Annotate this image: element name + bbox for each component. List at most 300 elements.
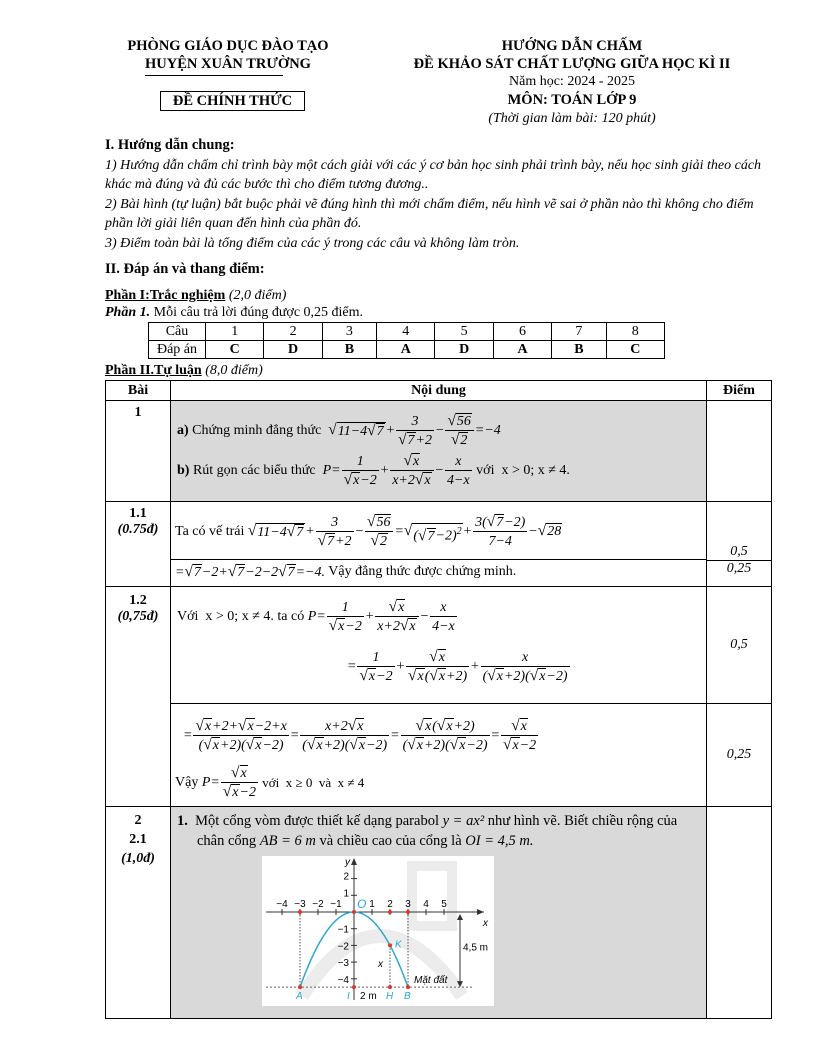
math-text: 7: [376, 424, 384, 440]
math-text: 7: [287, 564, 295, 580]
math-text: (: [413, 528, 419, 544]
fraction: [473, 514, 527, 550]
answer-cell: C: [206, 341, 264, 359]
official-badge: ĐỀ CHÍNH THỨC: [160, 91, 305, 111]
radicand: [287, 564, 296, 581]
math-text: −2+: [201, 564, 228, 580]
math-text: =: [390, 728, 400, 744]
radicand: [438, 668, 446, 685]
radicand: [546, 523, 562, 540]
point-h-label: H: [386, 991, 394, 1003]
fraction: [481, 649, 570, 685]
sqrt-symbol: [415, 472, 432, 489]
math-text: x: [204, 719, 212, 734]
answer-cell: B: [322, 341, 376, 359]
math-text: −2: [360, 473, 377, 488]
math-text: +2: [415, 433, 432, 448]
duration: (Thời gian làm bài: 120 phút): [488, 111, 656, 126]
quiz-answer-row: [149, 341, 665, 359]
answer-cell: D: [264, 341, 322, 359]
math-text: −: [528, 524, 538, 540]
math-text: +: [395, 659, 406, 675]
sqrt-symbol: [278, 564, 295, 581]
essay-header-row: [106, 381, 772, 401]
radicand: [408, 618, 416, 635]
math-text: (: [302, 738, 307, 753]
question-2-text: [177, 811, 699, 851]
sqrt-symbol: [203, 737, 220, 754]
math-text: −2): [504, 515, 526, 530]
x-tick-label: −4: [276, 899, 288, 910]
x-tick-label: −3: [294, 899, 306, 910]
point-b-label: B: [404, 991, 411, 1003]
math-text: (: [432, 719, 437, 734]
denominator: [430, 617, 457, 635]
part1-note-label: Phần 1.: [105, 305, 151, 320]
formula-1b: [323, 453, 473, 489]
math-text: x: [412, 454, 420, 469]
part-b-text: Rút gọn các biểu thức: [189, 463, 320, 478]
radicand: [520, 718, 528, 735]
radicand: [495, 514, 504, 531]
radical-sign: √: [486, 513, 496, 530]
math-text: x: [368, 669, 376, 684]
math-text: −: [434, 423, 445, 439]
math-text: x: [438, 669, 446, 684]
radical-sign: √: [408, 667, 417, 684]
numerator: [365, 514, 393, 532]
math-text: 28: [547, 524, 562, 540]
math-text: 11−4: [337, 424, 368, 440]
math-text: +: [305, 524, 315, 540]
radicand: [423, 472, 431, 489]
denominator: [327, 617, 364, 635]
radical-sign: √: [367, 513, 376, 530]
fraction: [357, 649, 394, 685]
sqrt-symbol: [195, 718, 212, 735]
radical-sign: √: [286, 523, 296, 541]
sqrt-symbol: [318, 533, 335, 550]
fraction: [342, 453, 379, 489]
math-text: 7: [427, 528, 435, 544]
radical-sign: √: [343, 471, 353, 488]
radicand: [337, 422, 386, 440]
radicand: [295, 524, 304, 541]
radical-sign: √: [317, 532, 327, 549]
math-text: x: [446, 719, 453, 734]
point-i-label: I: [347, 991, 350, 1003]
radicand: [416, 737, 424, 754]
formula-1-1-line1: [248, 514, 562, 550]
radical-sign: √: [529, 667, 539, 684]
radicand: [412, 453, 420, 470]
radicand: [459, 432, 468, 449]
numerator: [193, 718, 288, 736]
answer-cell: A: [493, 341, 551, 359]
radical-sign: √: [247, 522, 257, 540]
radical-sign: √: [306, 736, 316, 753]
math-text: x: [417, 669, 424, 684]
math-text: +: [385, 423, 396, 439]
math-text: x: [357, 719, 364, 734]
points-cell: [707, 807, 772, 1019]
radicand: [511, 737, 519, 754]
sqrt-symbol: [223, 784, 240, 801]
math-text: 7: [407, 433, 415, 448]
sqrt-symbol: [246, 737, 263, 754]
radical-sign: √: [447, 412, 456, 429]
question-1-content: [171, 401, 707, 502]
math-text: x: [338, 619, 345, 634]
math-text: x: [424, 473, 431, 488]
radicand: [397, 599, 405, 616]
radical-sign: √: [403, 522, 413, 540]
y-tick-label: −2: [337, 941, 349, 953]
text: Một cổng vòm được thiết kế dạng parabol: [187, 813, 443, 829]
math-text: x: [353, 473, 360, 488]
math-text: 56: [456, 414, 471, 429]
x-tick-label: 5: [441, 899, 447, 910]
math-text: −2+x: [254, 719, 287, 734]
radical-sign: √: [537, 522, 547, 540]
numerator: [300, 718, 389, 736]
ground-label: Mặt đất: [414, 975, 448, 987]
radical-sign: √: [231, 764, 240, 781]
sqrt-symbol: [503, 737, 520, 754]
condition: với x ≥ 0 và x ≠ 4: [258, 775, 365, 790]
question-cell: 8: [606, 323, 664, 341]
question-cell: 1: [206, 323, 264, 341]
radicand: [456, 413, 472, 430]
answers-heading: II. Đáp án và thang điểm:: [105, 261, 265, 277]
sqrt-symbol: [359, 668, 376, 685]
math-text: +2): [453, 719, 475, 734]
math-text: 2: [379, 534, 387, 549]
radical-sign: √: [278, 562, 287, 580]
question-cell: 4: [377, 323, 435, 341]
math-text: 2: [460, 433, 468, 448]
radical-sign: √: [403, 452, 412, 469]
formula-1-2-line1: [308, 599, 458, 635]
radicand: [375, 514, 391, 531]
solution-label: [106, 502, 171, 587]
math-text: x: [240, 766, 247, 781]
math-text: P=: [322, 463, 341, 479]
part1-heading: [105, 288, 286, 304]
math-text: +2)(: [220, 738, 246, 753]
sqrt-symbol: [328, 422, 385, 440]
math-text: 1: [372, 650, 380, 665]
points-value: 0,25: [726, 747, 752, 762]
radicand: [376, 423, 385, 440]
sqrt-symbol: [418, 528, 435, 545]
row-label: Câu: [149, 323, 206, 341]
math-text: P=: [201, 775, 220, 791]
numerator: [390, 453, 433, 471]
solution-number: 1.1: [129, 506, 147, 521]
part2-heading: [105, 363, 263, 379]
fraction: [501, 718, 538, 754]
sqrt-symbol: [389, 599, 406, 616]
math-text: −2): [546, 669, 568, 684]
point-marker: [406, 985, 410, 989]
formula-oi: OI = 4,5 m.: [465, 833, 534, 849]
formula-1-2-result: [202, 765, 259, 801]
fraction: [445, 453, 472, 489]
denominator: [316, 532, 354, 550]
sqrt-symbol: [400, 618, 417, 635]
point-marker: [352, 910, 356, 914]
radical-sign: √: [245, 736, 255, 753]
solution-score: (1,0đ): [121, 851, 155, 866]
guide-title: HƯỚNG DẪN CHẤM: [501, 38, 643, 54]
point-marker: [406, 910, 410, 914]
fraction: [327, 599, 364, 635]
radical-sign: √: [359, 667, 368, 684]
sqrt-symbol: [184, 564, 201, 581]
radicand: [445, 718, 453, 735]
math-text: +2)(: [503, 669, 530, 684]
radicand: [496, 668, 504, 685]
answer-cell: C: [606, 341, 664, 359]
radical-sign: √: [349, 736, 358, 753]
y-tick-label: 1: [343, 888, 349, 900]
radical-sign: √: [449, 736, 459, 753]
numerator: [316, 514, 354, 532]
math-text: 7: [327, 534, 335, 549]
numerator: [473, 514, 527, 532]
radicand: [368, 668, 376, 685]
numerator: [327, 599, 364, 617]
fraction: [365, 514, 393, 550]
math-text: =−4.: [295, 564, 326, 580]
math-text: =: [490, 728, 500, 744]
sqrt-symbol: [344, 472, 361, 489]
part-a-label: a): [177, 423, 189, 438]
math-text: +2): [446, 669, 468, 684]
math-text: x: [496, 669, 503, 684]
math-text: 3: [411, 414, 419, 429]
solution-text: Vậy: [175, 775, 202, 790]
math-text: −: [434, 463, 444, 479]
solution-1-2-content-b: [171, 704, 707, 807]
sqrt-symbol: [487, 668, 504, 685]
points-cell: [707, 704, 772, 807]
solution-text: Vậy đẳng thức được chứng minh.: [325, 564, 517, 579]
math-text: 1: [356, 454, 364, 469]
part2-title: Phần II.Tự luận: [105, 363, 202, 378]
y-axis-label: y: [345, 857, 350, 868]
points-value: 0,5: [730, 544, 748, 559]
radical-sign: √: [414, 471, 424, 488]
text: và chiều cao của cổng là: [315, 833, 466, 849]
math-text: x: [440, 600, 447, 615]
math-text: x: [247, 719, 254, 734]
part2-score: (8,0 điểm): [205, 363, 263, 378]
y-tick-label: 2: [343, 871, 349, 883]
math-text: x+2: [377, 619, 400, 634]
fraction: [375, 599, 418, 635]
radicand: [315, 737, 323, 754]
part1-title: Phần I:Trắc nghiệm: [105, 288, 226, 303]
math-text: x: [521, 650, 529, 665]
part-b-label: b): [177, 463, 190, 478]
numerator: [401, 718, 490, 736]
radical-sign: √: [328, 617, 338, 634]
points-cell: [707, 502, 772, 587]
radicand: [356, 718, 364, 735]
sqrt-symbol: [538, 523, 562, 540]
math-text: 7: [193, 564, 201, 580]
radicand: [256, 523, 305, 541]
sqrt-symbol: [228, 564, 245, 581]
part1-note: [105, 305, 363, 321]
math-text: 4−x: [447, 473, 470, 488]
x-tick-label: 1: [369, 899, 375, 910]
math-text: x: [398, 600, 405, 615]
solution-text: Ta có vế trái: [175, 524, 248, 539]
points-cell: [707, 587, 772, 704]
radical-sign: √: [450, 431, 460, 448]
solution-1-1-row: [106, 502, 772, 587]
denominator: [390, 471, 433, 489]
math-text: +: [379, 463, 390, 479]
formula-1-1-line2: [175, 564, 325, 581]
height-label: 4,5 m: [463, 942, 489, 954]
numerator: [501, 718, 538, 736]
math-text: x: [438, 650, 445, 665]
part-a-text: Chứng minh đẳng thức: [188, 423, 325, 438]
numerator: [445, 413, 473, 431]
numerator: [430, 599, 457, 617]
math-text: =: [183, 728, 193, 744]
formula-1-2-line3: [183, 718, 539, 754]
denominator: [342, 471, 379, 489]
formula-ab: AB = 6 m: [259, 833, 316, 849]
general-heading: I. Hướng dẫn chung:: [105, 137, 235, 153]
col-content: Nội dung: [171, 381, 707, 401]
question-1-row: [106, 401, 772, 502]
formula-1a: [328, 413, 501, 449]
sqrt-symbol: [287, 524, 304, 541]
denominator: [445, 431, 473, 449]
math-text: −2: [376, 669, 393, 684]
math-text: x: [512, 738, 519, 753]
x-axis-label: x: [483, 918, 488, 929]
origin-label: O: [357, 897, 367, 911]
y-tick-label: −4: [337, 974, 349, 986]
solution-1-2-row-a: [106, 587, 772, 704]
math-text: 4−x: [432, 619, 455, 634]
sqrt-symbol: [367, 514, 391, 531]
math-text: (: [198, 738, 204, 753]
sqrt-symbol: [238, 718, 255, 735]
x-tick-label: 3: [405, 899, 411, 910]
math-text: −2: [239, 785, 256, 800]
sqrt-symbol: [398, 432, 415, 449]
radical-sign: √: [429, 667, 438, 684]
sqrt-symbol: [404, 453, 421, 470]
formula-parabola: y = ax²: [442, 813, 485, 829]
solution-text: Với x > 0; x ≠ 4. ta có: [177, 609, 308, 624]
radical-sign: √: [328, 421, 337, 439]
numerator: [481, 649, 570, 667]
sqrt-symbol: [348, 718, 365, 735]
question-cell: 6: [493, 323, 551, 341]
general-item-1: 1) Hướng dẫn chấm chỉ trình bày một cách giải với các ý cơ bản học sinh phải trình bày, nếu học sinh giải theo cách khác mà đúng và đủ các bước thì cho điểm tương đương..: [105, 158, 762, 192]
math-text: x: [539, 669, 546, 684]
radical-sign: √: [370, 532, 379, 549]
two-m-label: 2 m: [360, 991, 377, 1003]
x-tick-label: −1: [330, 899, 342, 910]
radical-sign: √: [222, 783, 232, 800]
part1-note-text: Mỗi câu trả lời đúng được 0,25 điểm.: [150, 305, 364, 320]
x-label: x: [378, 959, 383, 971]
sqrt-symbol: [231, 765, 248, 782]
math-text: −2): [262, 738, 284, 753]
sqrt-symbol: [349, 737, 366, 754]
numerator: [406, 649, 469, 667]
solution-score: (0.75đ): [117, 522, 159, 537]
math-text: 7−4: [488, 534, 512, 549]
math-text: −: [354, 524, 365, 540]
sqrt-symbol: [530, 668, 547, 685]
radicand: [379, 533, 388, 550]
radicand: [231, 784, 239, 801]
solution-1-2-row-b: [106, 704, 772, 807]
denominator: [445, 471, 472, 489]
question-cell: 7: [552, 323, 606, 341]
school-year: Năm học: 2024 - 2025: [509, 74, 635, 89]
point-marker: [388, 985, 392, 989]
math-text: x: [416, 738, 423, 753]
sqrt-symbol: [416, 718, 433, 735]
subject: MÔN: TOÁN LỚP 9: [507, 92, 637, 108]
quiz-question-row: [149, 323, 665, 341]
text: như hình vẽ. Biết chiều rộng của chân cổng: [197, 813, 678, 849]
sqrt-symbol: [511, 718, 528, 735]
denominator: [481, 667, 570, 685]
answer-cell: D: [435, 341, 493, 359]
radical-sign: √: [399, 617, 409, 634]
math-text: x: [409, 619, 416, 634]
denominator: [501, 736, 538, 754]
fraction: [221, 765, 258, 801]
solution-1-2-content-a: [171, 587, 707, 704]
point-marker: [352, 985, 356, 989]
solution-number: 1.2: [129, 593, 147, 608]
radical-sign: √: [398, 431, 407, 448]
denominator: [221, 783, 258, 801]
sqrt-symbol: [437, 718, 454, 735]
denominator: [406, 667, 469, 685]
fraction: [406, 649, 469, 685]
department-name: PHÒNG GIÁO DỤC ĐÀO TẠO: [127, 38, 329, 54]
radicand: [236, 564, 245, 581]
numerator: [445, 453, 472, 471]
fraction: [396, 413, 434, 449]
sqrt-symbol: [451, 432, 468, 449]
sqrt-symbol: [487, 514, 504, 531]
sqrt-symbol: [447, 413, 471, 430]
math-text: −2: [345, 619, 362, 634]
math-text: (: [424, 669, 430, 684]
point-a-label: A: [296, 991, 303, 1003]
essay-table: [105, 380, 772, 1019]
math-text: x: [358, 738, 366, 753]
exam-title: ĐỀ KHẢO SÁT CHẤT LƯỢNG GIỮA HỌC KÌ II: [413, 56, 731, 72]
radical-sign: √: [227, 562, 237, 580]
